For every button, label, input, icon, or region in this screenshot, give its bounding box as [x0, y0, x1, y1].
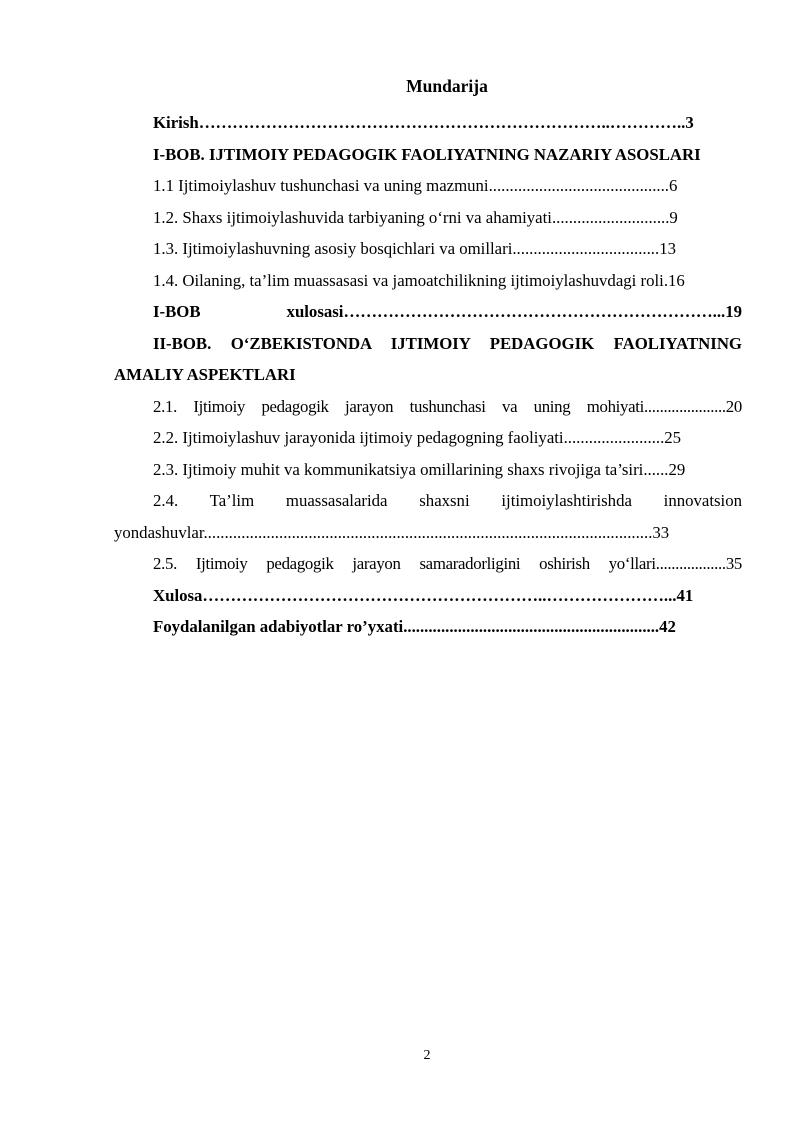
toc-entry-conclusion: Xulosa……………………………………………………..…………………...41 — [153, 585, 694, 605]
toc-entry-2-1: 2.1. Ijtimoiy pedagogik jarayon tushunchasi va uning mohiyati.....................20 — [153, 396, 742, 416]
toc-entry-references: Foydalanilgan adabiyotlar ro’yxati.............................................................42 — [153, 617, 676, 636]
toc-entry-chapter-2: II-BOB. O‘ZBEKISTONDA IJTIMOIY PEDAGOGIK FAOLIYATNING AMALIY ASPEKTLARI — [114, 333, 742, 384]
toc-entry-2-2: 2.2. Ijtimoiylashuv jarayonida ijtimoiy pedagogning faoliyati........................25 — [153, 428, 682, 447]
toc-entry-chapter-1-conclusion: I-BOB xulosasi…………………………………………………………...19 — [153, 302, 742, 321]
page-number: 2 — [423, 1048, 431, 1063]
toc-entry-2-3: 2.3. Ijtimoiy muhit va kommunikatsiya omillarining shaxs rivojiga ta’siri......29 — [153, 459, 686, 479]
toc-entry-chapter-1: I-BOB. IJTIMOIY PEDAGOGIK FAOLIYATNING NAZARIY ASOSLARI — [153, 144, 701, 164]
page-title: Mundarija — [406, 76, 488, 96]
toc-entry-introduction: Kirish………………………………………………………………..…………..3 — [153, 113, 694, 132]
toc-entry-1-2: 1.2. Shaxs ijtimoiylashuvida tarbiyaning o‘rni va ahamiyati............................9 — [153, 207, 678, 227]
toc-entry-2-5: 2.5. Ijtimoiy pedagogik jarayon samaradorligini oshirish yo‘llari..................35 — [153, 554, 742, 573]
toc-entry-1-3: 1.3. Ijtimoiylashuvning asosiy bosqichlari va omillari...................................13 — [153, 239, 676, 258]
toc-entry-1-4: 1.4. Oilaning, ta’lim muassasasi va jamoatchilikning ijtimoiylashuvdagi roli.16 — [153, 270, 685, 290]
toc-entry-2-4: 2.4. Ta’lim muassasalarida shaxsni ijtimoiylashtirishda innovatsion yondashuvlar...........................................................................................................33 — [114, 491, 742, 542]
toc-entry-1-1: 1.1 Ijtimoiylashuv tushunchasi va uning mazmuni...........................................6 — [153, 176, 678, 195]
table-of-contents — [114, 107, 742, 643]
